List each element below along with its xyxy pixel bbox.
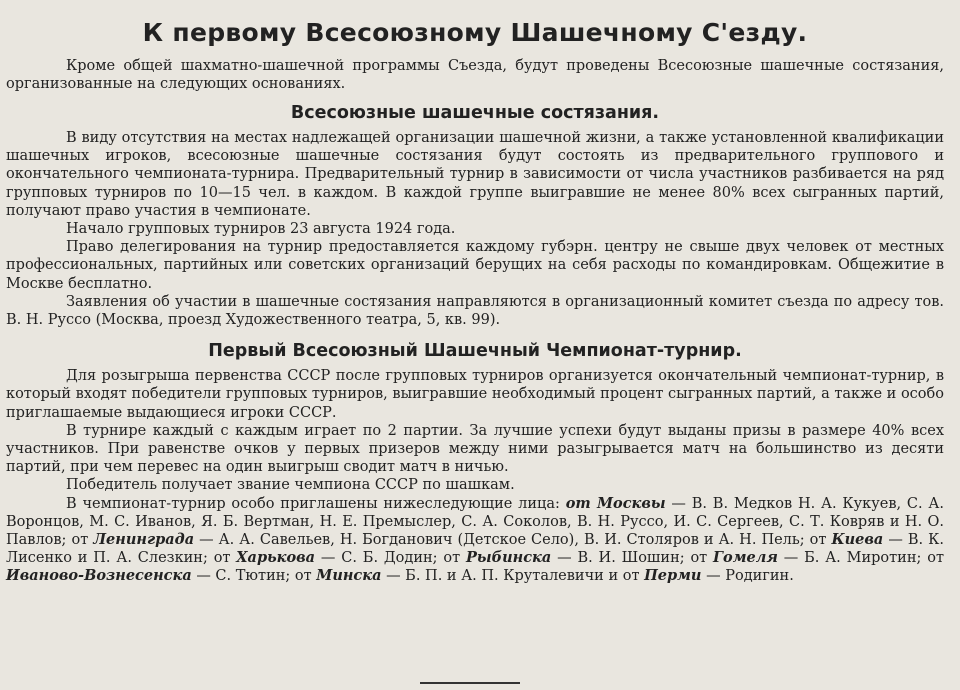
section2-heading: Первый Всесоюзный Шашечный Чемпионат-турнир. xyxy=(208,341,742,362)
city-minsk: Минска xyxy=(316,567,382,585)
invitees-text: В чемпионат-турнир особо приглашены нижеследующие лица: xyxy=(66,495,566,512)
city-kharkov: Харькова xyxy=(236,549,316,567)
section2-paragraph-4 xyxy=(6,495,944,586)
city-ivanovo: Иваново-Вознесенска xyxy=(6,567,192,585)
city-kiev: Киева xyxy=(831,531,884,549)
section1-paragraph-1: В виду отсутствия на местах надлежащей организации шашечной жизни, а также установленной квалификации шашечных игроков, всесоюзные шашечные состязания будут состоять из предварительного группового и окончательного чемпионата-турнира. Предварительный турнир в зависимости от числа участников разбивается на ряд групповых турниров по 10—15 чел. в каждом. В каждой группе выигравшие не менее 80% всех сыгранных партий, получают право участия в чемпионате. xyxy=(6,130,944,219)
invitees-text: — Родигин. xyxy=(701,568,794,585)
city-gomel: Гомеля xyxy=(713,549,778,567)
invitees-text: — В. В. Медков Н. А. Кукуев, С. А. Воронцов, М. С. Иванов, Я. Б. Вертман, Н. Е. Премыслер, С. А. Соколов, В. Н. Руссо, И. С. Сергеев, С. Т. Ковряв и Н. О. Павлов; от xyxy=(6,495,945,549)
section2-paragraph-3: Победитель получает звание чемпиона СССР по шашкам. xyxy=(66,477,515,494)
invitees-text: — В. И. Шошин; от xyxy=(551,550,714,567)
city-rybinsk: Рыбинска xyxy=(465,549,552,567)
intro-paragraph: Кроме общей шахматно-шашечной программы Съезда, будут проведены Всесоюзные шашечные состязания, организованные на следующих основаниях. xyxy=(6,58,944,92)
section1-heading: Всесоюзные шашечные состязания. xyxy=(290,103,660,123)
city-moscow: от Москвы xyxy=(565,494,666,512)
invitees-text: — Б. П. и А. П. Круталевичи и от xyxy=(381,568,645,585)
invitees-text: — В. К. Лисенко и П. А. Слезкин; от xyxy=(6,532,944,567)
section1-paragraph-4: Заявления об участии в шашечные состязания направляются в организационный комитет съезда по адресу тов. В. Н. Руссо (Москва, проезд Художественного театра, 5, кв. 99). xyxy=(6,293,944,329)
page-title: К первому Всесоюзному Шашечному С'езду. xyxy=(142,18,808,47)
city-perm: Перми xyxy=(644,567,702,585)
section1-paragraph-3: Право делегирования на турнир предоставляется каждому губэрн. центру не свыше двух человек от местных профессиональных, партийных или советских организаций берущих на себя расходы по командировкам. Общежитие в Москве бесплатно. xyxy=(6,239,944,292)
invitees-text: — С. Тютин; от xyxy=(191,568,317,585)
section2-paragraph-2: В турнире каждый с каждым играет по 2 партии. За лучшие успехи будут выданы призы в размере 40% всех участников. При равенстве очков у первых призеров между ними разыгрывается матч на большинство из десяти партий, при чем перевес на один выигрыш сводит матч в ничью. xyxy=(6,422,944,476)
section2-paragraph-1: Для розыгрыша первенства СССР после групповых турниров организуется окончательный чемпионат-турнир, в который входят победители групповых турниров, выигравшие необходимый процент сыгранных партий, а также и особо приглашаемые выдающиеся игроки СССР. xyxy=(6,368,944,421)
bottom-divider xyxy=(420,682,520,684)
section1-paragraph-2: Начало групповых турниров 23 августа 1924 года. xyxy=(66,221,456,238)
invitees-text: — С. Б. Додин; от xyxy=(315,550,466,567)
invitees-text: — А. А. Савельев, Н. Богданович (Детское Село), В. И. Столяров и А. Н. Пель; от xyxy=(194,532,832,549)
city-leningrad: Ленинграда xyxy=(93,531,195,549)
invitees-text: — Б. А. Миротин; от xyxy=(777,550,944,567)
